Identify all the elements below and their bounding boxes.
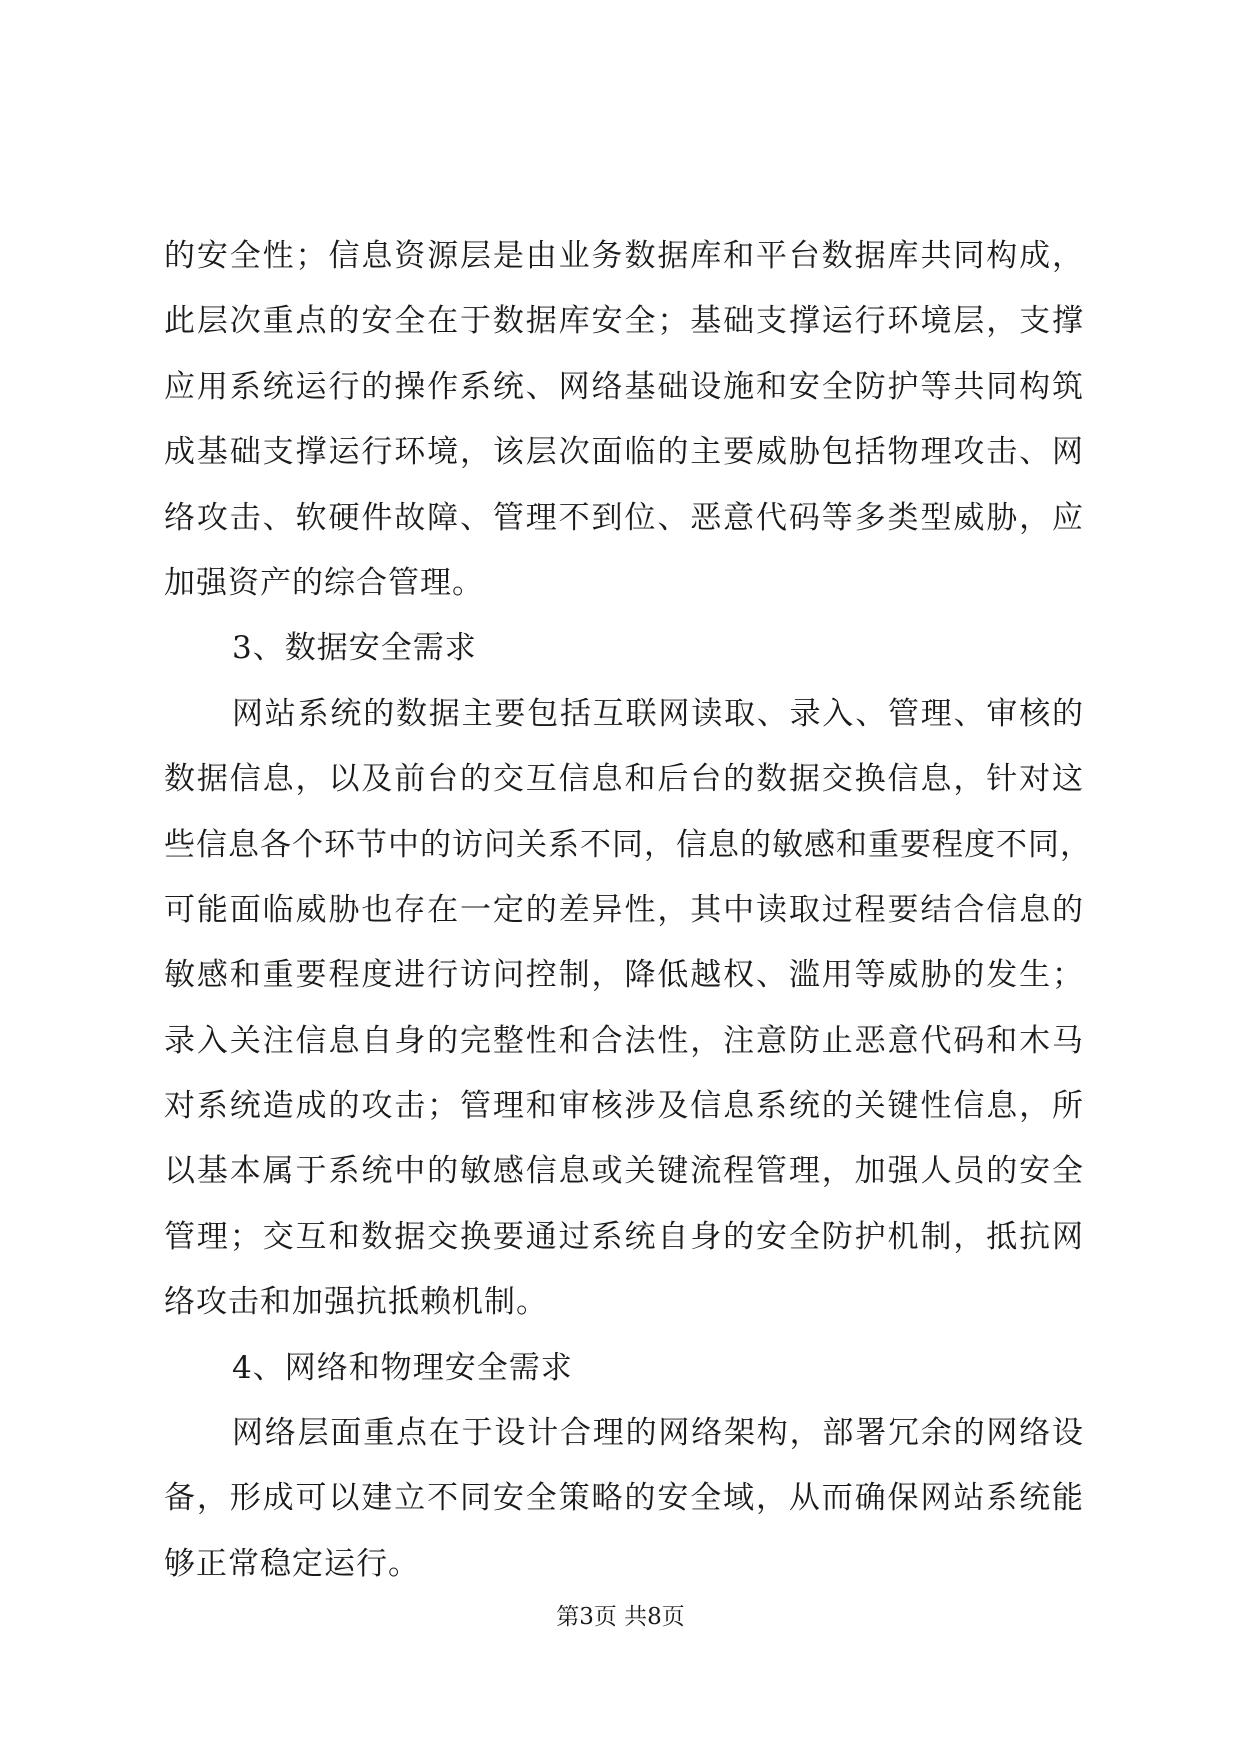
paragraph-line: 网络层面重点在于设计合理的网络架构，部署冗余的网络设: [232, 1415, 1084, 1452]
page-number-footer: 第3页 共8页: [556, 1604, 685, 1630]
paragraph-line: 以基本属于系统中的敏感信息或关键流程管理，加强人员的安全: [164, 1153, 1084, 1190]
paragraph-line: 对系统造成的攻击；管理和审核涉及信息系统的关键性信息，所: [164, 1088, 1084, 1125]
paragraph-line: 应用系统运行的操作系统、网络基础设施和安全防护等共同构筑: [164, 368, 1084, 405]
paragraph-line: 敏感和重要程度进行访问控制，降低越权、滥用等威胁的发生；: [164, 957, 1084, 994]
paragraph-line: 够正常稳定运行。: [164, 1545, 420, 1582]
paragraph-line: 此层次重点的安全在于数据库安全；基础支撑运行环境层，支撑: [164, 303, 1084, 340]
paragraph-line: 数据信息，以及前台的交互信息和后台的数据交换信息，针对这: [164, 761, 1084, 798]
paragraph-line: 成基础支撑运行环境，该层次面临的主要威胁包括物理攻击、网: [164, 434, 1084, 471]
paragraph-line: 络攻击和加强抗抵赖机制。: [164, 1284, 548, 1321]
paragraph-line: 网站系统的数据主要包括互联网读取、录入、管理、审核的: [232, 695, 1084, 732]
paragraph-line: 管理；交互和数据交换要通过系统自身的安全防护机制，抵抗网: [164, 1218, 1084, 1255]
paragraph-line: 加强资产的综合管理。: [164, 564, 484, 601]
section-heading-network-physical-security: 4、网络和物理安全需求: [232, 1349, 573, 1386]
paragraph-line: 络攻击、软硬件故障、管理不到位、恶意代码等多类型威胁，应: [164, 499, 1084, 536]
body-text: [164, 228, 1092, 1601]
paragraph-line: 录入关注信息自身的完整性和合法性，注意防止恶意代码和木马: [164, 1022, 1084, 1059]
section-heading-data-security: 3、数据安全需求: [232, 630, 477, 667]
paragraph-line: 备，形成可以建立不同安全策略的安全域，从而确保网站系统能: [164, 1480, 1084, 1517]
paragraph-line: 些信息各个环节中的访问关系不同，信息的敏感和重要程度不同，: [164, 826, 1092, 863]
paragraph-line: 的安全性；信息资源层是由业务数据库和平台数据库共同构成，: [164, 238, 1084, 274]
paragraph-line: 可能面临威胁也存在一定的差异性，其中读取过程要结合信息的: [164, 891, 1084, 928]
